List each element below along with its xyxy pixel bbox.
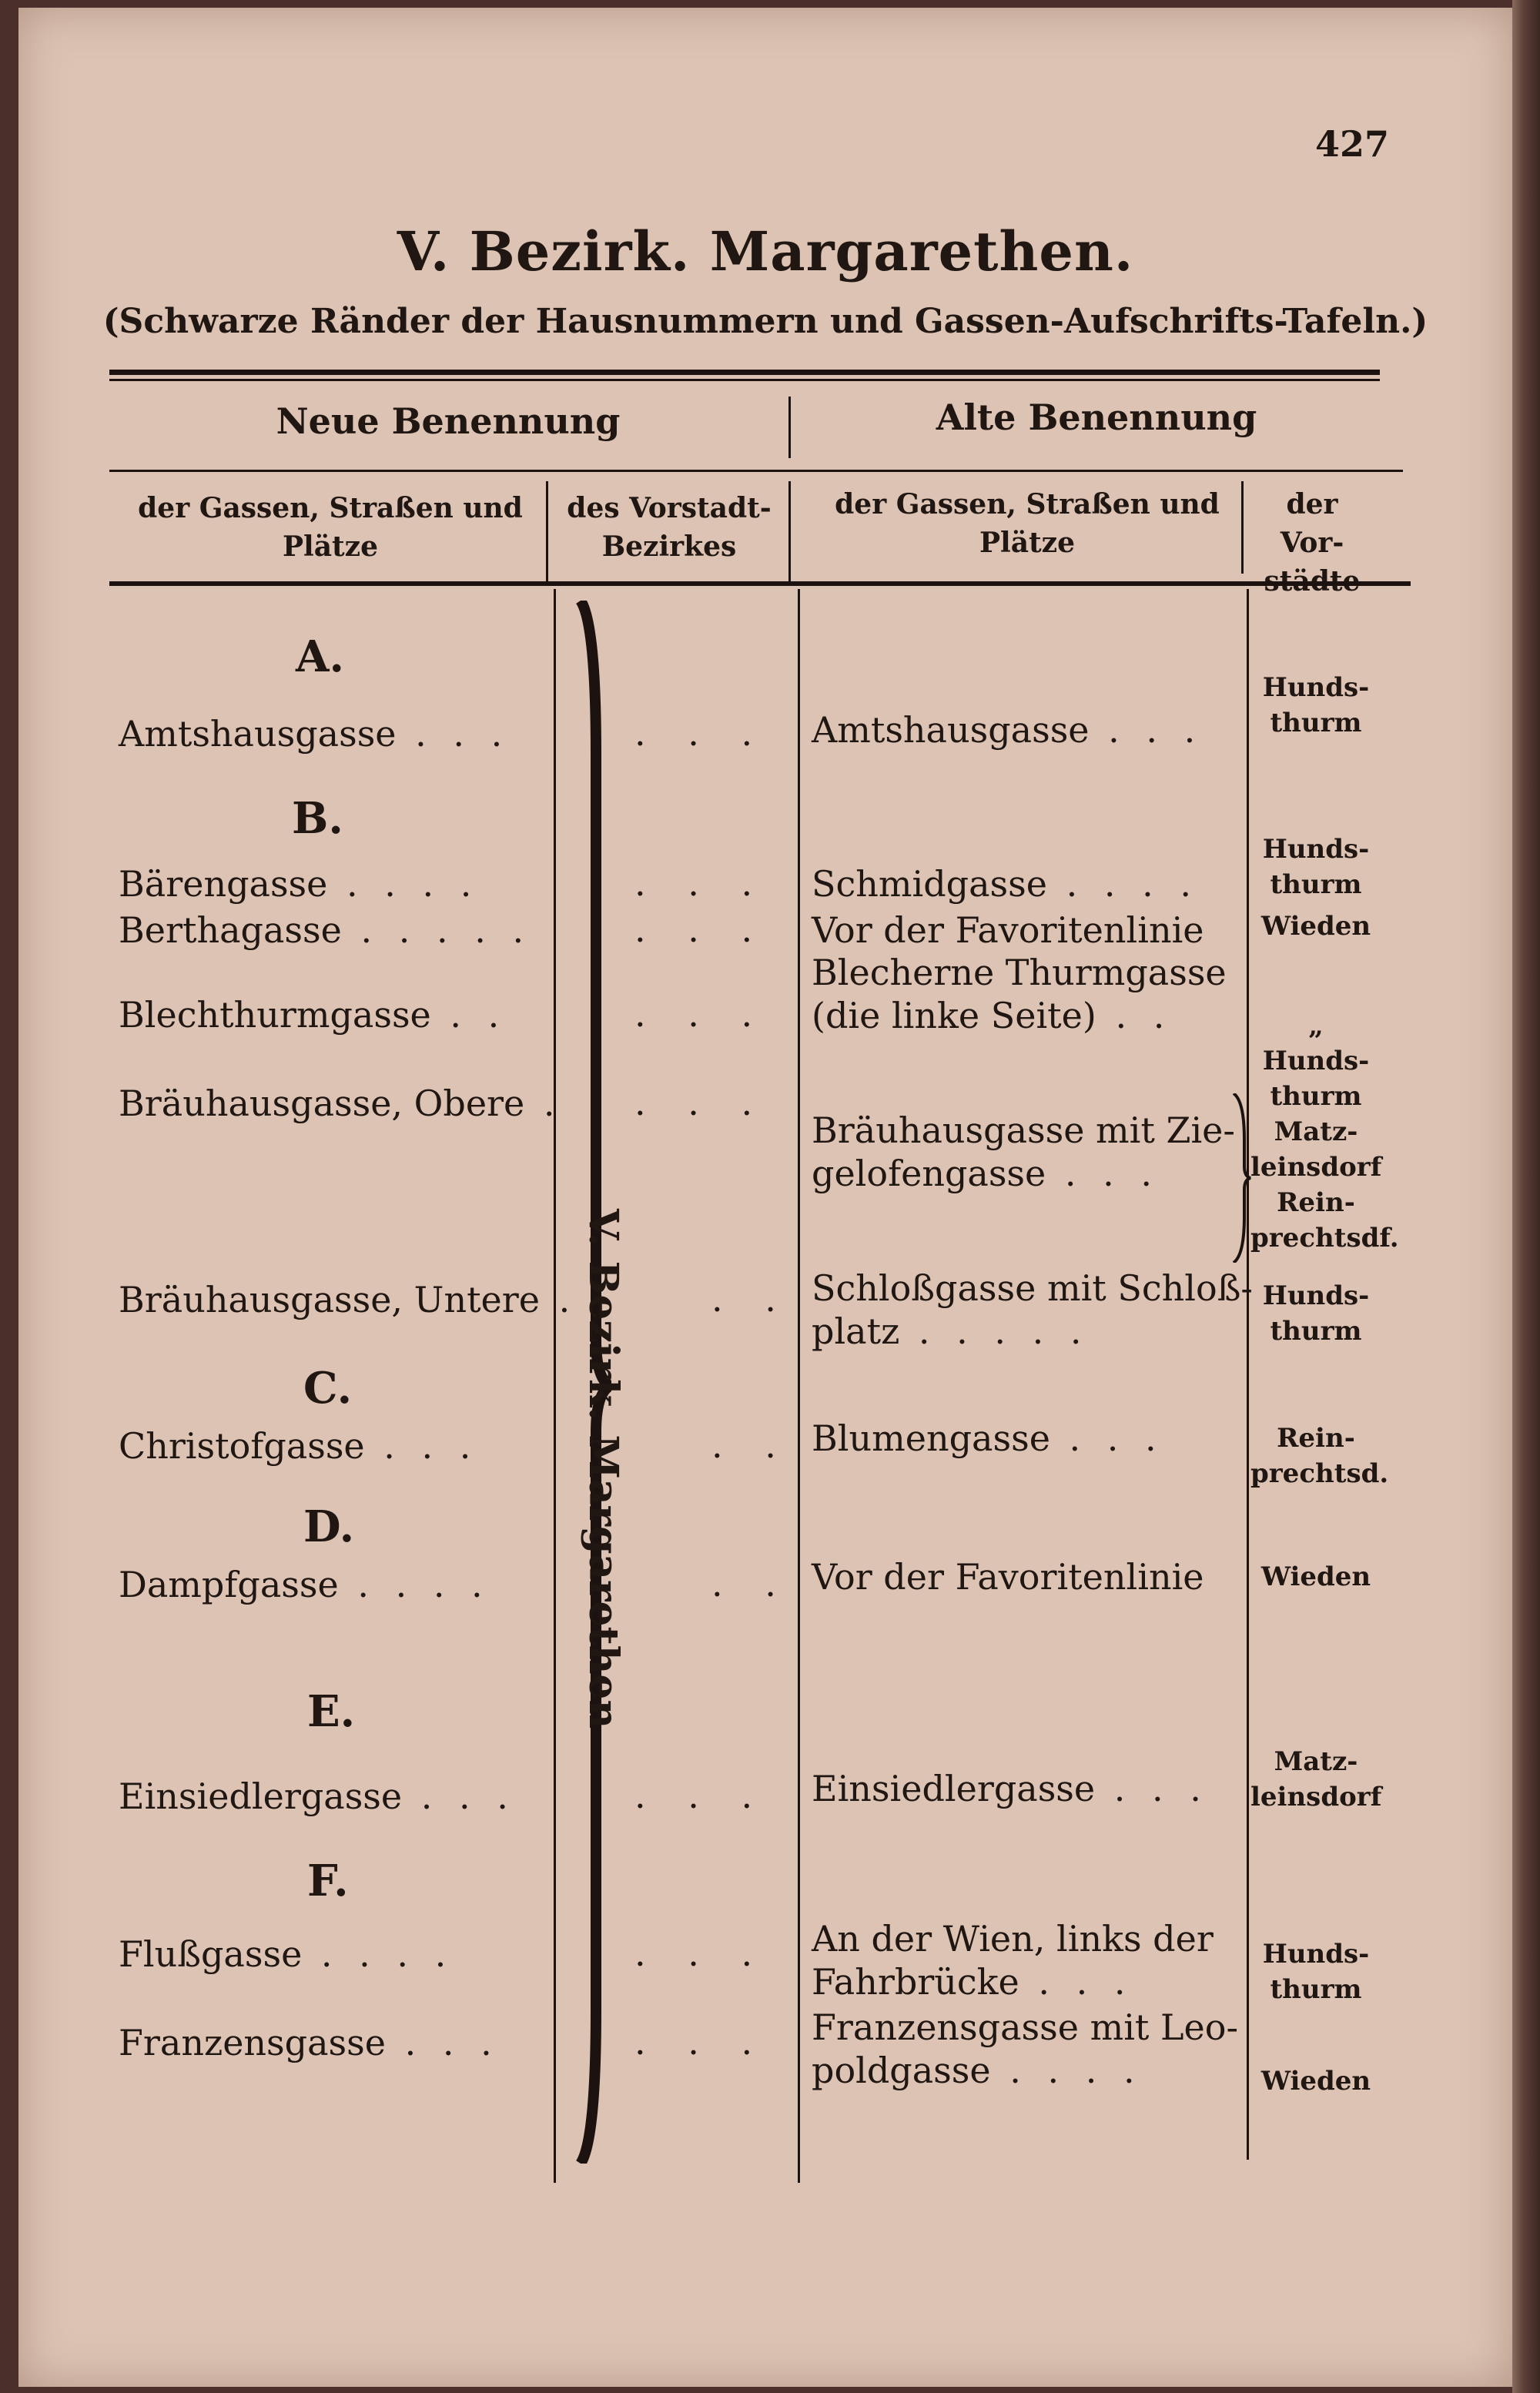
district-dots: . .: [711, 1563, 792, 1605]
book-page: [18, 8, 1512, 2387]
old-name-franzensgasse: Franzensgasse mit Leo- poldgasse . . . .: [812, 2006, 1239, 2091]
new-name-braeuhausgasse-untere: Bräuhausgasse, Untere .: [119, 1279, 578, 1320]
suburb-braeuhausgasse-untere: Hunds- thurm: [1262, 1280, 1370, 1347]
old-name-christofgasse: Blumengasse . . .: [812, 1417, 1164, 1459]
new-naming-header: Neue Benennung: [276, 400, 621, 442]
new-name-braeuhausgasse-obere: Bräuhausgasse, Obere .: [119, 1083, 563, 1124]
col-head-district: des Vorstadt-Bezirkes: [567, 492, 772, 563]
head-divider-1: [546, 481, 548, 581]
old-name-baerengasse: Schmidgasse . . . .: [812, 863, 1199, 905]
header-rule-top-thin: [109, 379, 1380, 381]
district-dots: . .: [711, 1278, 792, 1320]
head-divider-3: [1241, 481, 1244, 574]
body-divider-2: [798, 589, 800, 2183]
district-vertical-label: V. Bezirk. Margarethen: [580, 1209, 627, 1729]
district-dots: . . .: [634, 993, 768, 1035]
district-dots: . . .: [634, 1775, 768, 1816]
letter-a: A.: [296, 631, 344, 682]
suburb-amtshausgasse: Hunds- thurm: [1262, 672, 1370, 738]
new-name-baerengasse: Bärengasse . . . .: [119, 863, 480, 905]
old-name-amtshausgasse: Amtshausgasse . . .: [812, 709, 1204, 751]
old-naming-header: Alte Benennung: [936, 397, 1257, 438]
suburb-baerengasse: Hunds- thurm: [1262, 834, 1370, 900]
col-head-old-streets: der Gassen, Straßen und Plätze: [835, 488, 1220, 559]
header-rule-top: [109, 370, 1380, 375]
suburb-christofgasse: Rein- prechtsd.: [1250, 1423, 1389, 1489]
letter-c: C.: [303, 1363, 353, 1414]
letter-f: F.: [307, 1856, 349, 1906]
page-subtitle: (Schwarze Ränder der Hausnummern und Gassen-Aufschrifts-Tafeln.): [102, 302, 1428, 341]
page-title: V. Bezirk. Margarethen.: [397, 219, 1134, 283]
group-rule: [109, 470, 1403, 472]
old-name-braeuhausgasse-untere: Schloßgasse mit Schloß- platz . . . . .: [812, 1267, 1253, 1352]
old-name-einsiedlergasse: Einsiedlergasse . . .: [812, 1768, 1209, 1809]
suburb-berthagasse: Wieden: [1260, 911, 1371, 942]
page-number: 427: [1314, 123, 1389, 165]
new-name-christofgasse: Christofgasse . . .: [119, 1425, 479, 1467]
district-dots: . . .: [634, 862, 768, 904]
letter-b: B.: [292, 793, 343, 844]
district-dots: . . .: [634, 909, 768, 950]
col-head-suburbs: der Vor-: [1280, 488, 1344, 559]
suburb-blechthurmgasse: „: [1308, 1011, 1324, 1042]
new-name-einsiedlergasse: Einsiedlergasse . . .: [119, 1776, 516, 1817]
new-name-amtshausgasse: Amtshausgasse . . .: [119, 713, 511, 755]
new-name-franzensgasse: Franzensgasse . . .: [119, 2022, 500, 2063]
district-dots: . . .: [634, 712, 768, 754]
suburb-flussgasse: Hunds- thurm: [1262, 1939, 1370, 2005]
district-dots: . . .: [634, 1082, 768, 1123]
group-divider: [788, 397, 791, 458]
new-name-flussgasse: Flußgasse . . . .: [119, 1933, 454, 1975]
new-name-blechthurmgasse: Blechthurmgasse . .: [119, 994, 507, 1036]
old-name-blechthurmgasse: Blecherne Thurmgasse (die linke Seite) . .: [812, 952, 1227, 1036]
district-dots: . .: [711, 1424, 792, 1466]
suburb-dampfgasse: Wieden: [1260, 1561, 1371, 1592]
col-head-new-streets: der Gassen, Straßen und Plätze: [138, 492, 523, 563]
letter-d: D.: [303, 1501, 355, 1552]
new-name-berthagasse: Berthagasse . . . . .: [119, 909, 532, 951]
letter-e: E.: [307, 1686, 356, 1737]
head-divider-2: [788, 481, 791, 581]
suburb-einsiedlergasse: Matz- leinsdorf: [1250, 1746, 1382, 1812]
old-name-braeuhausgasse-obere: Bräuhausgasse mit Zie- gelofengasse . . .: [812, 1109, 1235, 1194]
old-name-dampfgasse: Vor der Favoritenlinie: [812, 1556, 1204, 1598]
body-divider-1: [554, 589, 556, 2183]
suburb-braeuhausgasse-obere: Hunds- thurm Matz- leinsdorf Rein- prechtsdf.: [1250, 1046, 1399, 1253]
header-rule-bottom: [109, 581, 1411, 586]
old-name-berthagasse: Vor der Favoritenlinie: [812, 909, 1204, 951]
old-name-flussgasse: An der Wien, links der Fahrbrücke . . .: [812, 1918, 1214, 2003]
book-spine: [1512, 0, 1540, 2393]
district-dots: . . .: [634, 2021, 768, 2063]
new-name-dampfgasse: Dampfgasse . . . .: [119, 1564, 490, 1605]
district-dots: . . .: [634, 1933, 768, 1974]
body-divider-3: [1247, 589, 1249, 2160]
suburb-franzensgasse: Wieden: [1260, 2066, 1371, 2097]
